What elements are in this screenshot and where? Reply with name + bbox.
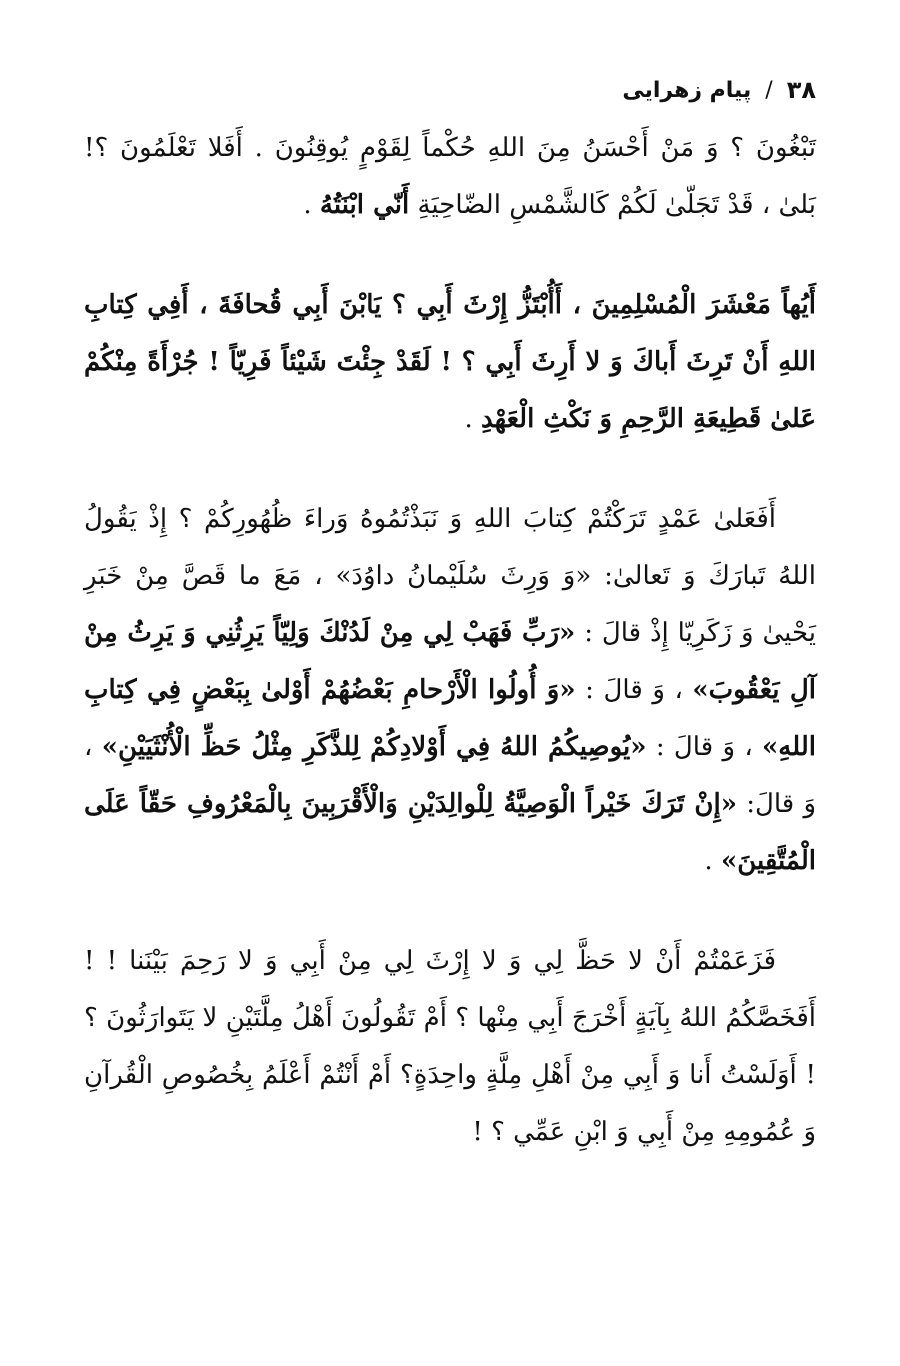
page-body	[84, 120, 816, 1204]
text-segment: .	[303, 190, 320, 220]
paragraph-2	[84, 277, 816, 448]
paragraph-1	[84, 120, 816, 234]
text-segment: ، وَ قالَ :	[575, 675, 693, 705]
text-segment: .	[464, 404, 481, 434]
text-segment: أَفَعَلىٰ عَمْدٍ تَرَكْتُمْ كِتابَ اللهِ وَ نَبَذْتُمُوهُ وَراءَ ظُهُورِكُمْ ؟ إِذْ يَقُولُ اللهُ تَبارَكَ وَ تَعالىٰ: «وَ وَرِثَ سُلَيْمانُ داوُدَ» ، مَعَ ما قَصَّ مِنْ خَبَرِ يَحْيىٰ وَ زَكَرِيّا إِذْ قالَ :	[84, 504, 816, 648]
text-segment-bold: أَنّي ابْنَتُهُ	[319, 190, 410, 220]
page-header	[84, 72, 816, 108]
text-segment-bold: «إِنْ تَرَكَ خَيْراً الْوَصِيَّةُ لِلْوالِدَيْنِ وَالْأَقْرَبِينَ بِالْمَعْرُوفِ حَقّاً عَلَى الْمُتَّقِينَ»	[84, 789, 816, 876]
text-segment-bold: «يُوصِيكُمُ اللهُ فِي أَوْلادِكُمْ لِلذَّكَرِ مِثْلُ حَظِّ الْأُنْثَيَيْنِ»	[101, 732, 647, 762]
text-segment: ، وَ قالَ:	[84, 732, 817, 819]
text-segment: تَبْغُونَ ؟ وَ مَنْ أَحْسَنُ مِنَ اللهِ حُكْماً لِقَوْمٍ يُوقِنُونَ . أَفَلا تَعْلَمُونَ ؟! بَلىٰ ، قَدْ تَجَلّىٰ لَكُمْ كَالشَّمْسِ الضّاحِيَةِ	[84, 133, 816, 220]
text-segment-bold: «وَ أُولُوا الْأَرْحامِ بَعْضُهُمْ أَوْلىٰ بِبَعْضٍ فِي كِتابِ اللهِ»	[84, 675, 816, 762]
page-number: ٣٨	[786, 76, 816, 104]
text-segment-bold: أَيُهاً مَعْشَرَ الْمُسْلِمِينَ ، أَأُبْتَزُّ إِرْثَ أَبِي ؟ يَابْنَ أَبِي قُحافَةَ ، أَفِي كِتابِ اللهِ أَنْ تَرِثَ أَباكَ وَ لا أَرِثَ أَبِي ؟ ! لَقَدْ جِئْتَ شَيْئاً فَرِيّاً ! جُرْأَةً مِنْكُمْ عَلىٰ قَطِيعَةِ الرَّحِمِ وَ نَكْثِ الْعَهْدِ	[84, 290, 816, 434]
running-title: پيام زهرايى	[622, 77, 752, 103]
text-segment: فَزَعَمْتُمْ أَنْ لا حَظَّ لِي وَ لا إِرْثَ لِي مِنْ أَبِي وَ لا رَحِمَ بَيْنَنا ! ! أَفَخَصَّكُمُ اللهُ بِآيَةٍ أَخْرَجَ أَبِي مِنْها ؟ أَمْ تَقُولُونَ أَهْلُ مِلَّتَيْنِ لا يَتَوارَثُونَ ؟ ! أَوَلَسْتُ أَنا وَ أَبِي مِنْ أَهْلِ مِلَّةٍ واحِدَةٍ؟ أَمْ أَنْتُمْ أَعْلَمُ بِخُصُوصِ الْقُرآنِ وَ عُمُومِهِ مِنْ أَبِي وَ ابْنِ عَمِّي ؟ !	[84, 946, 816, 1147]
text-segment: ، وَ قالَ :	[646, 732, 763, 762]
text-segment-bold: «رَبِّ فَهَبْ لِي مِنْ لَدُنْكَ وَلِيّاً يَرِثُنِي وَ يَرِثُ مِنْ آلِ يَعْقُوبَ»	[84, 618, 816, 705]
paragraph-3	[84, 491, 816, 890]
header-separator: /	[765, 77, 773, 103]
paragraph-4	[84, 933, 816, 1161]
text-segment: .	[704, 846, 721, 876]
